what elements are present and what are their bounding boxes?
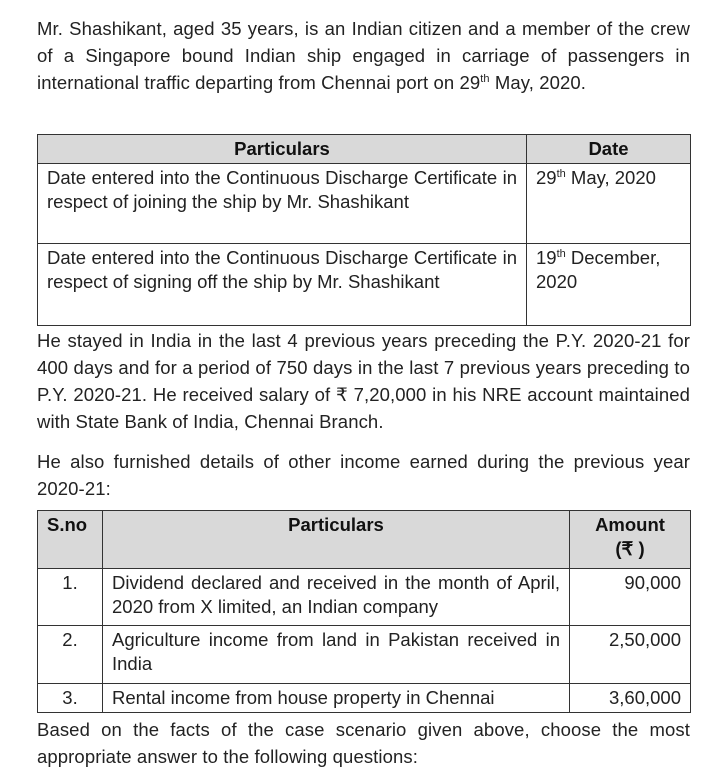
row-particulars: Dividend declared and received in the month of April, 2020 from X limited, an Indian company — [103, 569, 570, 626]
intro-text-end: May, 2020. — [489, 72, 587, 93]
row-sno: 1. — [38, 569, 103, 626]
row-particulars: Date entered into the Continuous Discharge Certificate in respect of joining the ship by Mr. Shashikant — [38, 164, 527, 244]
date-sup: th — [556, 247, 566, 260]
header-date: Date — [527, 135, 691, 164]
date-day: 19 — [536, 247, 557, 268]
date-sup: th — [556, 167, 566, 180]
table-row — [38, 569, 691, 626]
row-date — [527, 164, 691, 244]
header-particulars: Particulars — [38, 135, 527, 164]
instructions-paragraph: Based on the facts of the case scenario given above, choose the most appropriate answer to the following questions: — [37, 719, 690, 767]
row-amount: 3,60,000 — [570, 684, 691, 713]
row-amount: 2,50,000 — [570, 626, 691, 684]
amount-label: Amount — [595, 514, 665, 535]
date-rest: May, 2020 — [565, 167, 656, 188]
table-row — [38, 244, 691, 326]
row-amount: 90,000 — [570, 569, 691, 626]
stay-paragraph: He stayed in India in the last 4 previous years preceding the P.Y. 2020-21 for 400 days and for a period of 750 days in the last 7 previous years preceding to P.Y. 2020-21. He received salary of ₹ 7,20,000 in his NRE account maintained with State Bank of India, Chennai Branch. — [37, 330, 690, 432]
row-particulars: Agriculture income from land in Pakistan received in India — [103, 626, 570, 684]
intro-paragraph — [37, 15, 690, 96]
date-day: 29 — [536, 167, 557, 188]
header-particulars: Particulars — [103, 511, 570, 569]
income-table — [37, 510, 691, 713]
rupee-unit: (₹ ) — [615, 538, 645, 559]
header-amount — [570, 511, 691, 569]
row-sno: 2. — [38, 626, 103, 684]
row-particulars: Rental income from house property in Chennai — [103, 684, 570, 713]
row-date — [527, 244, 691, 326]
intro-sup: th — [480, 72, 490, 85]
dates-table — [37, 134, 691, 326]
row-sno: 3. — [38, 684, 103, 713]
other-income-paragraph: He also furnished details of other income earned during the previous year 2020-21: — [37, 451, 690, 499]
date-rest: December, 2020 — [536, 247, 661, 292]
table-row — [38, 164, 691, 244]
intro-text: Mr. Shashikant, aged 35 years, is an Indian citizen and a member of the crew of a Singapore bound Indian ship engaged in carriage of passengers in international traffic departing from Chennai port on 29 — [37, 18, 690, 93]
table-row — [38, 684, 691, 713]
table-row — [38, 626, 691, 684]
row-particulars: Date entered into the Continuous Discharge Certificate in respect of signing off the ship by Mr. Shashikant — [38, 244, 527, 326]
header-sno: S.no — [38, 511, 103, 569]
